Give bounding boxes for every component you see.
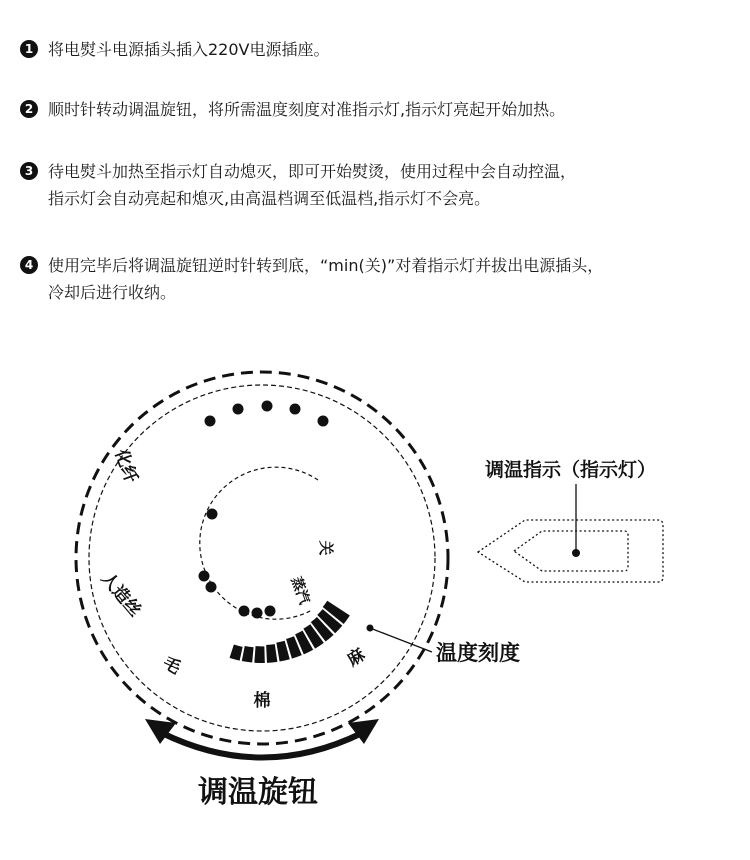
high-heat-dots (205, 401, 329, 427)
scale-segment (230, 645, 243, 661)
label-linen: 麻 (343, 644, 369, 671)
callout-knob: 调温旋钮 (198, 775, 318, 810)
step-line: 待电熨斗加热至指示灯自动熄灭，即可开始熨烫，使用过程中会自动控温， (48, 162, 577, 181)
heat-dot (265, 606, 276, 617)
step-number: 3 (20, 162, 38, 180)
callout-temp-scale: 温度刻度 (436, 641, 520, 665)
heat-dot (207, 509, 218, 520)
heat-dot (205, 416, 216, 427)
scale-segment (254, 646, 264, 663)
step-1 (20, 36, 740, 63)
label-steam: 蒸汽 (287, 574, 313, 607)
callout-indicator: 调温指示（指示灯） (485, 459, 657, 481)
heat-dot (239, 606, 250, 617)
label-wool: 毛 (159, 652, 185, 679)
label-cotton: 棉 (253, 691, 271, 711)
label-off: 关 (317, 540, 335, 556)
heat-dot (233, 404, 244, 415)
lamp-inner (514, 531, 628, 571)
step-number: 4 (20, 256, 38, 274)
label-synthetic: 化纤 (110, 446, 141, 486)
step-number: 1 (20, 40, 38, 58)
step-4 (20, 252, 740, 306)
step-number: 2 (20, 100, 38, 118)
temperature-dial-diagram (0, 340, 750, 860)
rotation-arrow-icon (145, 719, 379, 758)
heat-dot (290, 404, 301, 415)
heat-dot (318, 416, 329, 427)
lamp-outer (478, 520, 663, 582)
step-text (48, 252, 603, 306)
step-line: 指示灯会自动亮起和熄灭,由高温档调至低温档,指示灯不会亮。 (48, 189, 491, 208)
heat-dot (199, 571, 210, 582)
step-text (48, 36, 330, 63)
scale-leader (370, 628, 432, 652)
step-line: 使用完毕后将调温旋钮逆时针转到底，“min(关)”对着指示灯并拔出电源插头， (48, 256, 604, 275)
heat-dot (206, 582, 217, 593)
heat-dot (252, 608, 263, 619)
label-rayon: 人造丝 (96, 568, 145, 621)
knob-inner-ring (89, 385, 435, 731)
step-2 (20, 96, 740, 123)
step-text (48, 158, 576, 212)
scale-segment (242, 646, 254, 663)
step-text (48, 96, 565, 123)
step-line: 冷却后进行收纳。 (48, 283, 177, 302)
indicator-lamp (478, 484, 663, 582)
scale-segment (266, 644, 277, 663)
heat-dot (262, 401, 273, 412)
step-3 (20, 158, 740, 212)
knob-outer-ring (76, 372, 448, 744)
step-line: 顺时针转动调温旋钮，将所需温度刻度对准指示灯,指示灯亮起开始加热。 (48, 100, 566, 119)
step-line: 将电熨斗电源插头插入220V电源插座。 (48, 40, 330, 59)
